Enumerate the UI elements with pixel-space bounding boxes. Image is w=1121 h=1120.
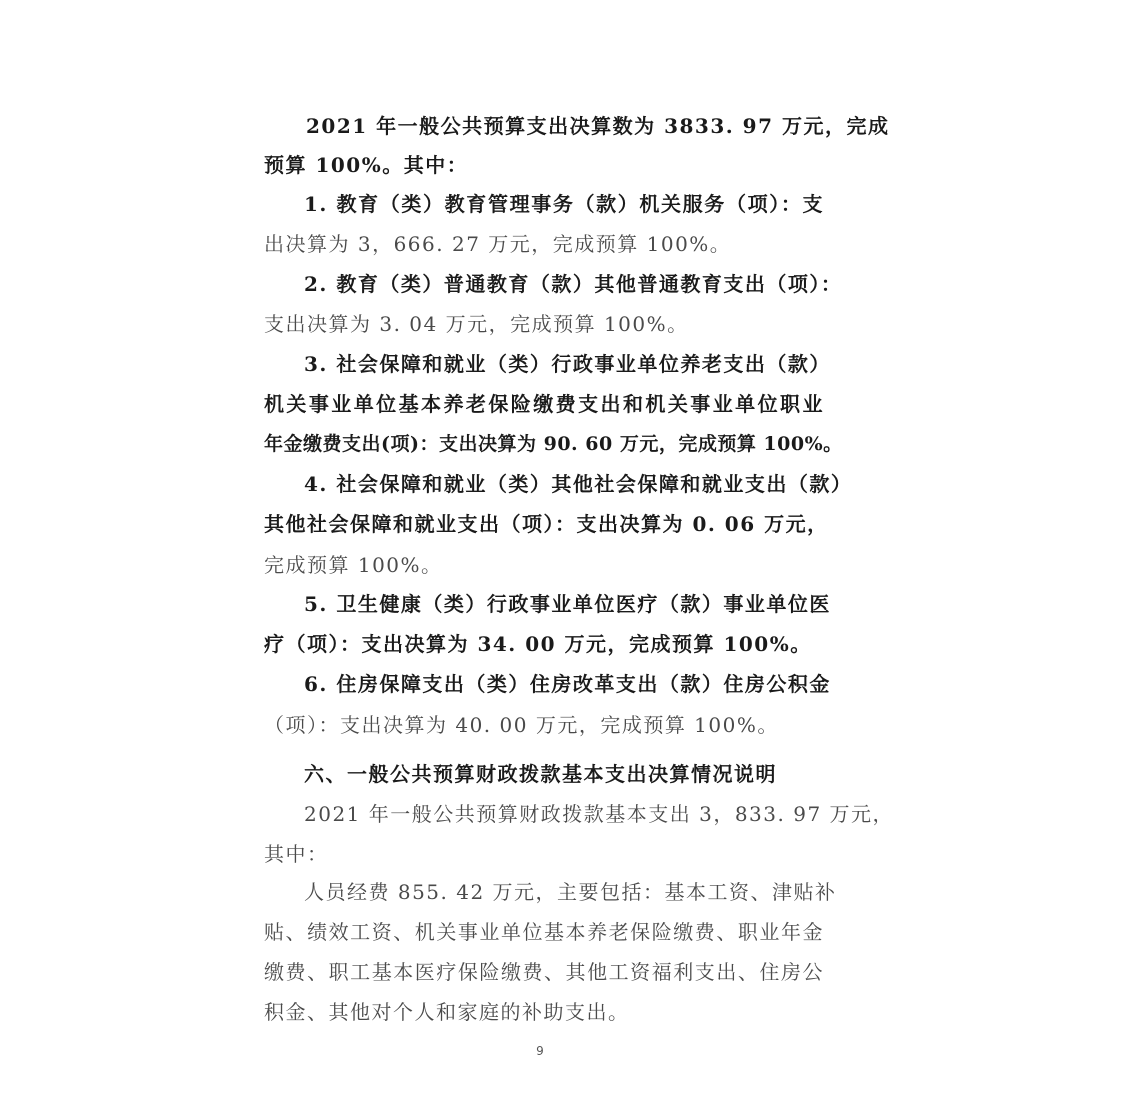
- text-line-1: 2021 年一般公共预算支出决算数为 3833. 97 万元，完成: [306, 114, 890, 138]
- text-line-2: 预算 100%。其中：: [264, 153, 469, 177]
- page-number: 9: [536, 1044, 544, 1058]
- text-line-18: 2021 年一般公共预算财政拨款基本支出 3，833. 97 万元，: [304, 802, 895, 826]
- text-line-13: 5. 卫生健康（类）行政事业单位医疗（款）事业单位医: [304, 592, 831, 616]
- text-line-21: 贴、绩效工资、机关事业单位基本养老保险缴费、职业年金: [264, 920, 824, 944]
- text-line-5: 2. 教育（类）普通教育（款）其他普通教育支出（项）：: [304, 272, 843, 296]
- text-line-10: 4. 社会保障和就业（类）其他社会保障和就业支出（款）: [304, 472, 853, 496]
- text-line-11: 其他社会保障和就业支出（项）：支出决算为 0. 06 万元，: [264, 512, 829, 536]
- text-line-19: 其中：: [264, 842, 329, 866]
- text-line-6: 支出决算为 3. 04 万元，完成预算 100%。: [264, 312, 689, 336]
- text-line-20: 人员经费 855. 42 万元，主要包括：基本工资、津贴补: [304, 880, 837, 904]
- text-line-4: 出决算为 3，666. 27 万元，完成预算 100%。: [264, 232, 732, 256]
- text-line-7: 3. 社会保障和就业（类）行政事业单位养老支出（款）: [304, 352, 831, 376]
- text-line-15: 6. 住房保障支出（类）住房改革支出（款）住房公积金: [304, 672, 831, 696]
- text-line-23: 积金、其他对个人和家庭的补助支出。: [264, 1000, 630, 1024]
- text-line-3: 1. 教育（类）教育管理事务（款）机关服务（项）：支: [304, 192, 824, 216]
- text-line-12: 完成预算 100%。: [264, 553, 443, 577]
- text-line-9: 年金缴费支出(项)：支出决算为 90. 60 万元，完成预算 100%。: [264, 433, 843, 455]
- text-line-16: （项）：支出决算为 40. 00 万元，完成预算 100%。: [264, 713, 779, 737]
- text-line-22: 缴费、职工基本医疗保险缴费、其他工资福利支出、住房公: [264, 960, 824, 984]
- text-line-8: 机关事业单位基本养老保险缴费支出和机关事业单位职业: [264, 392, 824, 416]
- text-line-14: 疗（项）：支出决算为 34. 00 万元，完成预算 100%。: [264, 632, 812, 656]
- section-heading: 六、一般公共预算财政拨款基本支出决算情况说明: [304, 762, 777, 786]
